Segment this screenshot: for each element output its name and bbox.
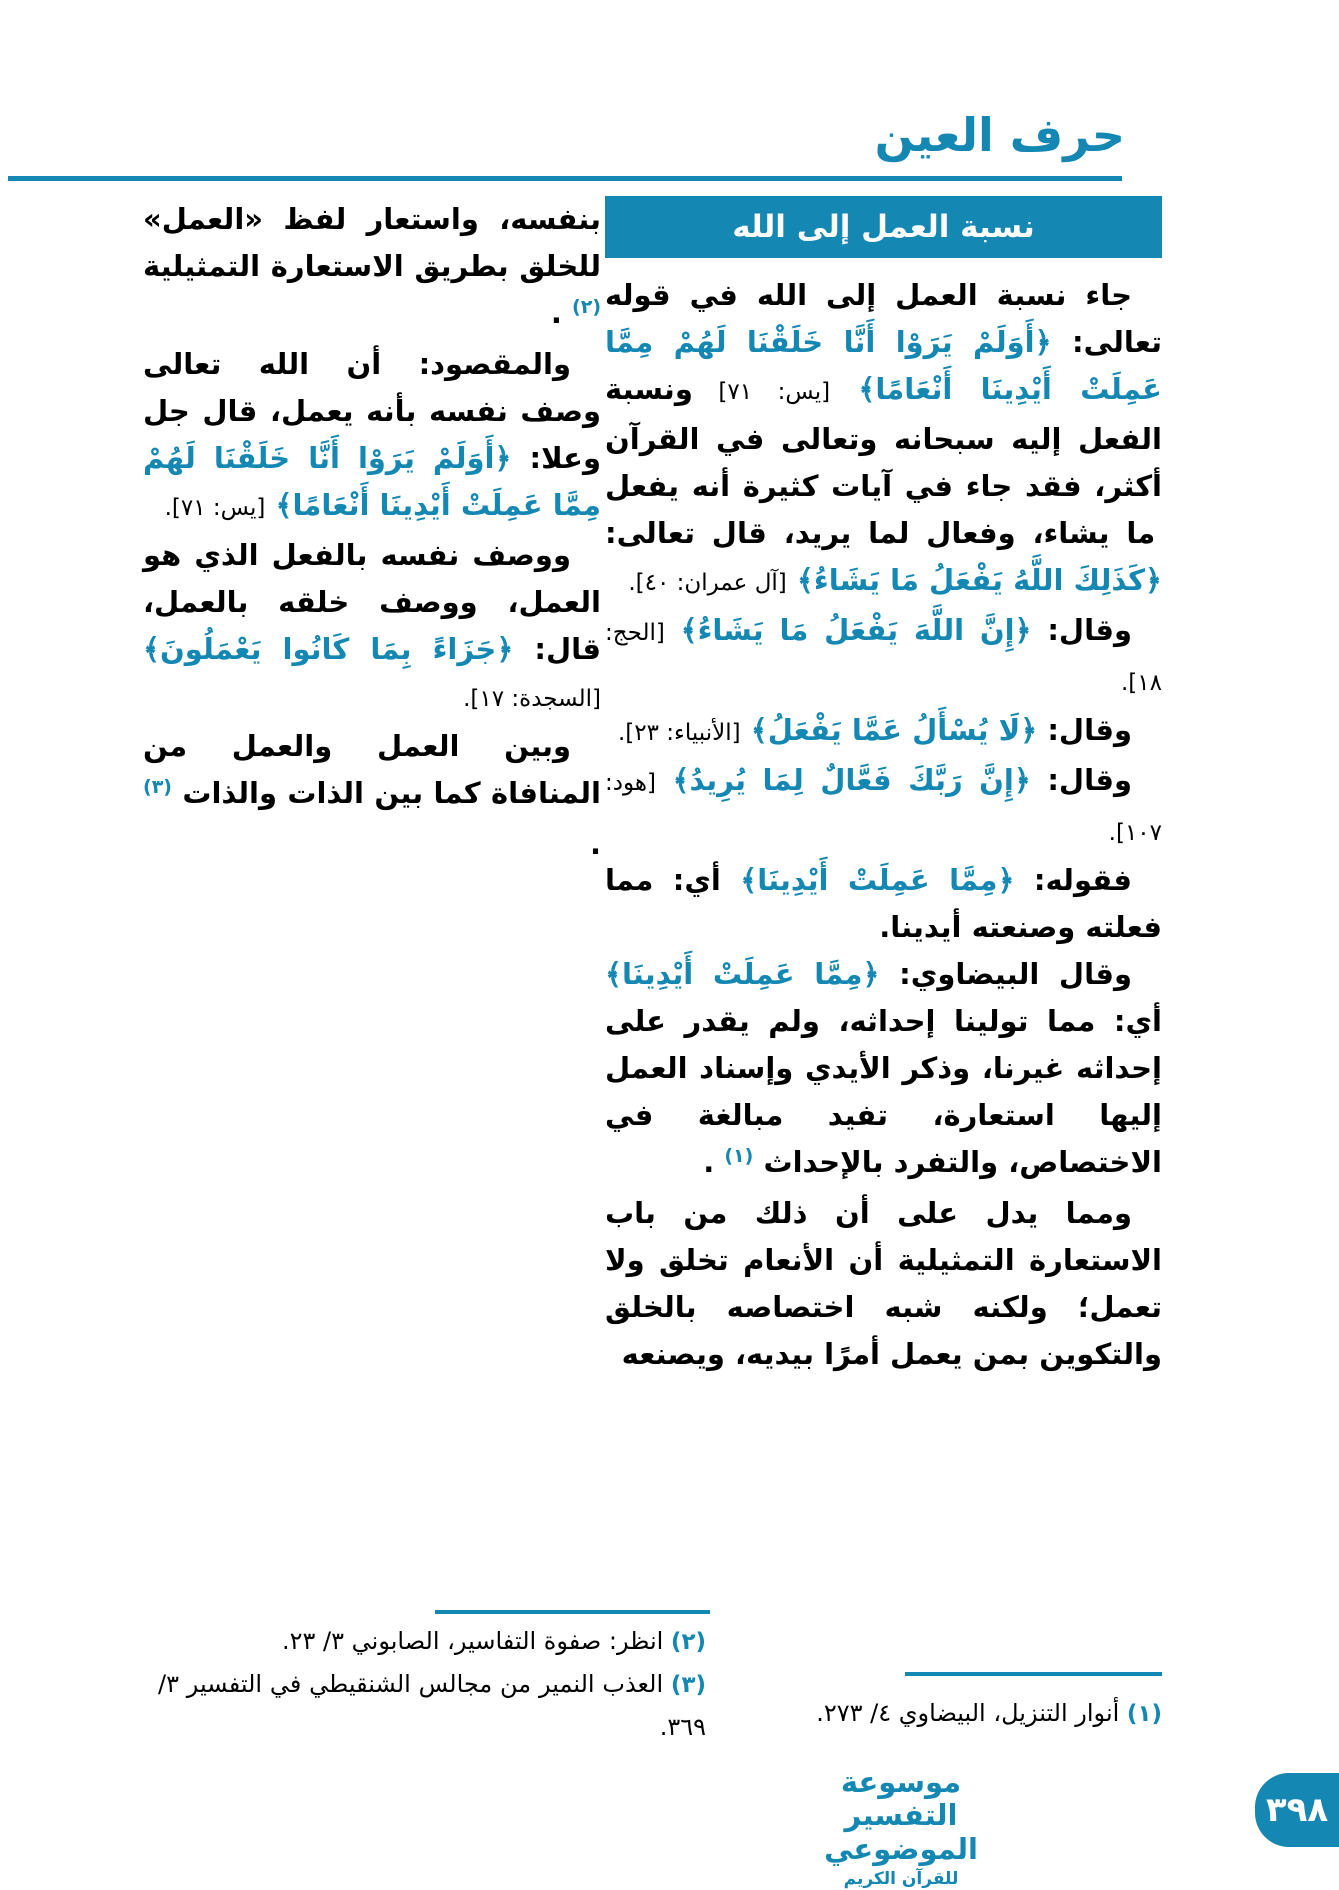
body-text: والمقصود: أن الله تعالى وصف نفسه بأنه يعمل، قال جل وعلا: [143,347,601,475]
body-text: . [550,296,562,330]
verse-reference: [آل عمران: ٤٠]. [628,570,787,596]
footnote-marker: (١) [724,1145,754,1167]
body-text: أي: مما تولينا إحداثه، ولم يقدر على إحداثه غيرنا، وذكر الأيدي وإسناد العمل إليها استعارة، تفيد مبالغة في الاختصاص، والتفرد بالإحداث [605,1004,1162,1179]
body-text: أي: مما فعلته وصنعته أيدينا. [605,863,1162,944]
body-text: . [703,1145,715,1179]
body-text: وقال: [1037,713,1132,747]
quran-verse: ﴿أَوَلَمْ يَرَوْا أَنَّا خَلَقْنَا لَهُمْ مِمَّا عَمِلَتْ أَيْدِينَا أَنْعَامًا﴾ [143,441,601,522]
paragraph [605,607,1162,707]
footnote-number: (٢) [670,1629,706,1655]
paragraph [605,951,1162,1190]
footnotes-right [700,1692,1162,1735]
paragraph [605,857,1162,951]
body-text: ووصف نفسه بالفعل الذي هو العمل، ووصف خلقه بالعمل، قال: [143,538,602,666]
main-column [605,196,1162,1378]
body-text: جاء نسبة العمل إلى الله في قوله تعالى: [605,278,1162,359]
footnote-text: أنوار التنزيل، البيضاوي ٤/ ٢٧٣. [816,1699,1127,1727]
paragraph [605,707,1162,757]
footnote [158,1663,706,1748]
verse-reference: [هود: ١٠٧]. [605,770,1162,846]
verse-reference: [يس: ٧١]. [164,495,266,521]
footnote [158,1620,706,1663]
paragraph [143,196,601,341]
quran-verse: ﴿مِمَّا عَمِلَتْ أَيْدِينَا﴾ [605,957,880,991]
footnote-number: (٣) [670,1672,706,1698]
body-text: . [589,827,601,861]
section-title-banner: نسبة العمل إلى الله [605,196,1162,258]
paragraph [143,723,601,868]
verse-reference: [الأنبياء: ٢٣]. [617,720,741,746]
footnote-marker: (٣) [143,776,172,798]
footnotes-left [158,1620,706,1748]
body-text: وقال: [1031,613,1132,647]
footnote-text: انظر: صفوة التفاسير، الصابوني ٣/ ٢٣. [282,1627,671,1655]
quran-verse: ﴿لَا يُسْأَلُ عَمَّا يَفْعَلُ﴾ [750,713,1038,747]
body-text: ونسبة الفعل إليه سبحانه وتعالى في القرآن أكثر، فقد جاء في آيات كثيرة أنه يفعل ما يشاء، وفعال لما يريد، قال تعالى: [605,372,1162,550]
quran-verse: ﴿أَوَلَمْ يَرَوْا أَنَّا خَلَقْنَا لَهُمْ مِمَّا عَمِلَتْ أَيْدِينَا أَنْعَامًا﴾ [605,325,1162,406]
body-text: وقال البيضاوي: [879,957,1133,991]
footnote [700,1692,1162,1735]
footnote-marker: (٢) [572,296,601,318]
body-text: فقوله: [1014,863,1132,897]
verse-reference: [يس: ٧١] [692,379,831,405]
quran-verse: ﴿كَذَلِكَ اللَّهُ يَفْعَلُ مَا يَشَاءُ﴾ [796,563,1162,597]
verse-reference: [الحج: ١٨]. [605,620,1162,696]
quran-verse: ﴿إِنَّ اللَّهَ يَفْعَلُ مَا يَشَاءُ﴾ [680,613,1032,647]
paragraph [605,757,1162,857]
footnote-separator [905,1672,1162,1676]
quran-verse: ﴿إِنَّ رَبَّكَ فَعَّالٌ لِمَا يُرِيدُ﴾ [672,763,1031,797]
paragraph [143,532,601,723]
footnote-text: العذب النمير من مجالس الشنقيطي في التفسير ٣/ ٣٦٩. [158,1670,706,1741]
publisher-logo-title: موسوعة التفسير الموضوعي [824,1765,978,1866]
footnote-separator [435,1610,710,1614]
footnote-number: (١) [1126,1701,1162,1727]
publisher-logo [786,1766,1016,1890]
page-number-badge [1255,1773,1339,1847]
paragraph [143,341,601,532]
page-number: ٣٩٨ [1265,1790,1329,1830]
verse-reference: [السجدة: ١٧]. [463,686,601,712]
quran-verse: ﴿جَزَاءً بِمَا كَانُوا يَعْمَلُونَ﴾ [143,632,514,666]
body-text: وقال: [1030,763,1132,797]
publisher-logo-subtitle: للقرآن الكريم [843,1869,959,1890]
header-rule [8,176,1122,181]
chapter-header-title: حرف العين [874,108,1125,162]
secondary-column [143,196,601,868]
quran-verse: ﴿مِمَّا عَمِلَتْ أَيْدِينَا﴾ [740,863,1015,897]
paragraph [605,1190,1162,1378]
body-text: ومما يدل على أن ذلك من باب الاستعارة التمثيلية أن الأنعام تخلق ولا تعمل؛ ولكنه شبه اختصاصه بالخلق والتكوين بمن يعمل أمرًا بيديه، ويصنعه [605,1196,1162,1371]
body-text: وبين العمل والعمل من المنافاة كما بين الذات والذات [143,729,601,810]
paragraph [605,272,1162,607]
body-text: بنفسه، واستعار لفظ «العمل» للخلق بطريق الاستعارة التمثيلية [143,202,601,283]
